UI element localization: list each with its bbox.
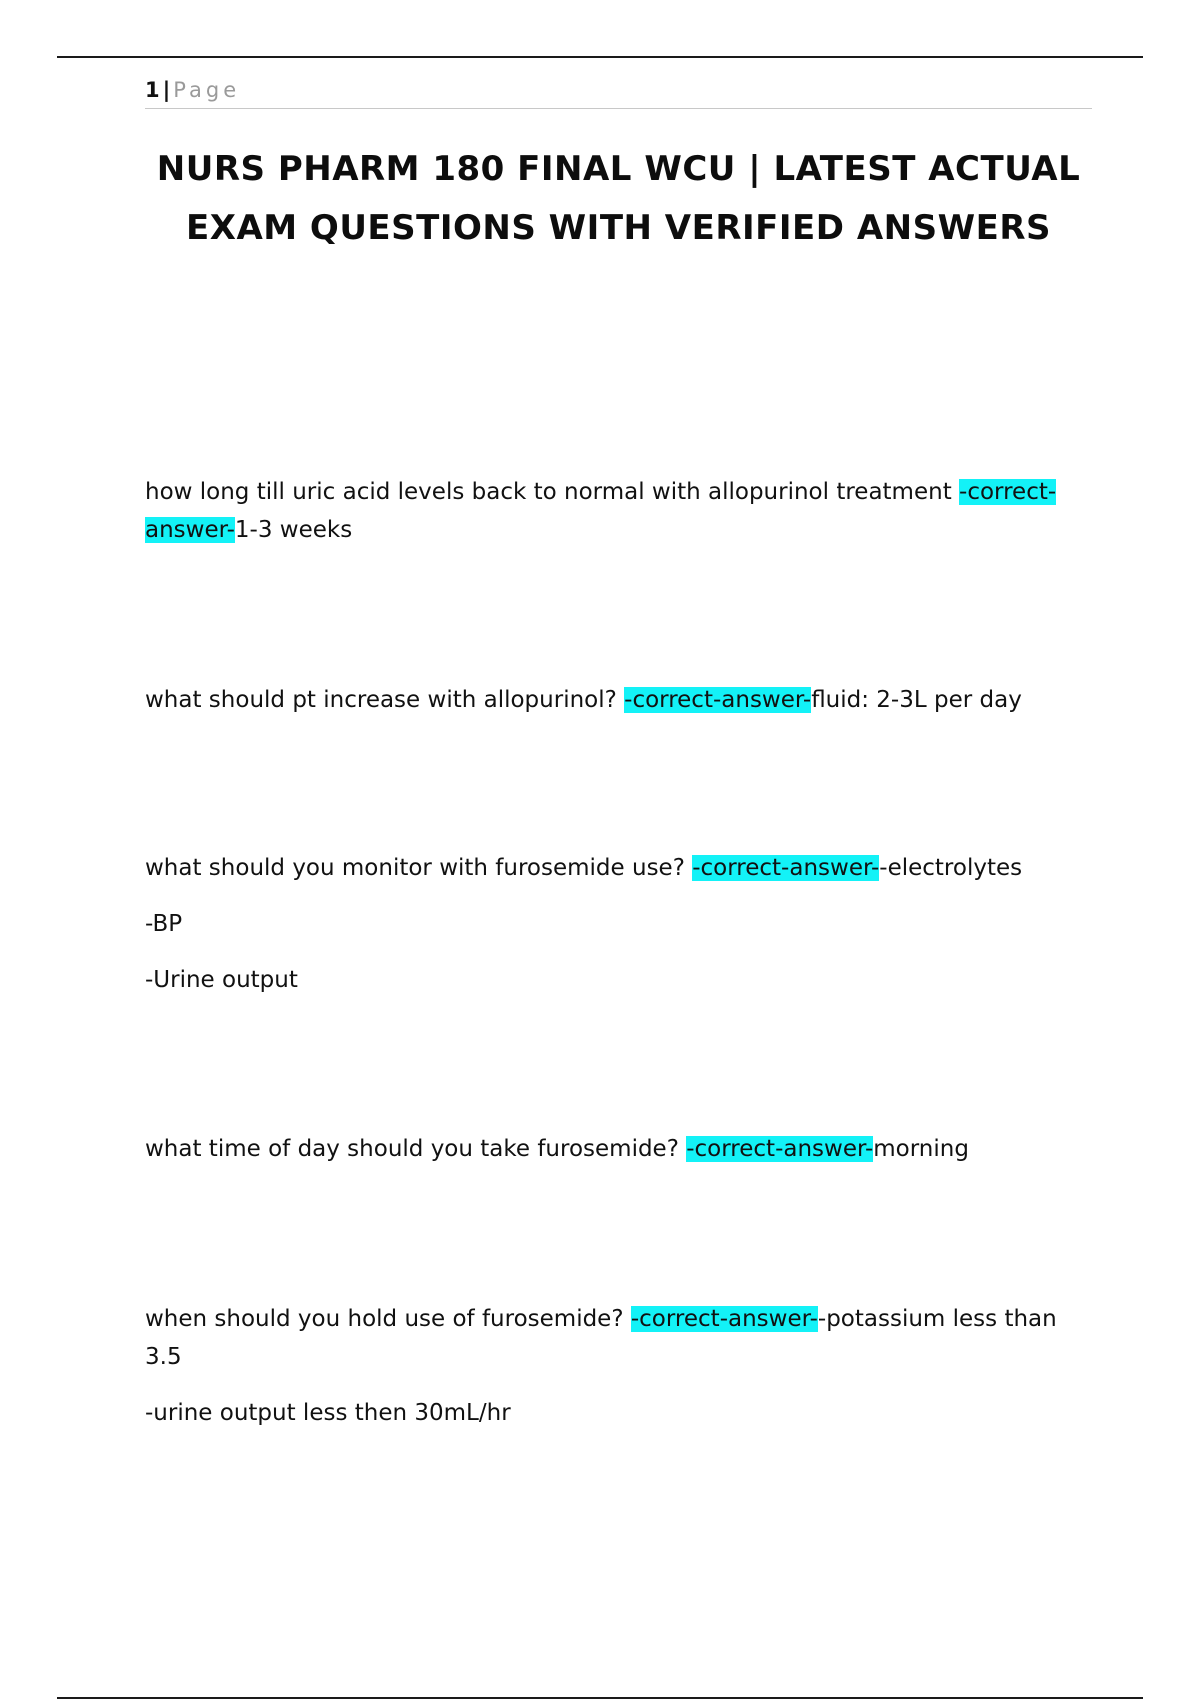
qa-line (145, 849, 1075, 887)
top-rule (57, 56, 1143, 58)
answer-extra-line: -BP (145, 911, 183, 937)
qa-line (145, 1130, 1075, 1168)
qa-item (145, 1300, 1075, 1432)
bottom-rule (57, 1697, 1143, 1699)
answer-extra-line: -urine output less then 30mL/hr (145, 1400, 511, 1426)
answer-text: fluid: 2-3L per day (811, 687, 1022, 713)
answer-text: morning (873, 1136, 969, 1162)
answer-extra-line: -Urine output (145, 967, 298, 993)
page-header (145, 76, 1092, 109)
qa-line (145, 473, 1075, 549)
qa-line (145, 1300, 1075, 1376)
page-number: 1 (145, 78, 160, 102)
correct-answer-marker: -correct-answer- (630, 1306, 818, 1332)
correct-answer-marker: -correct-answer- (145, 479, 1057, 543)
question-text: when should you hold use of furosemide? (145, 1306, 631, 1332)
question-text: how long till uric acid levels back to normal with allopurinol treatment (145, 479, 960, 505)
qa-item (145, 849, 1075, 999)
correct-answer-marker: -correct-answer- (624, 687, 812, 713)
qa-line (145, 681, 1075, 719)
qa-item (145, 473, 1075, 549)
header-separator: | (162, 78, 171, 102)
question-text: what time of day should you take furosemide? (145, 1136, 687, 1162)
question-text: what should pt increase with allopurinol? (145, 687, 625, 713)
qa-item (145, 681, 1075, 719)
answer-text: -potassium less than 3.5 (145, 1306, 1057, 1370)
question-text: what should you monitor with furosemide use? (145, 855, 693, 881)
correct-answer-marker: -correct-answer- (692, 855, 880, 881)
page-label: Page (173, 78, 241, 102)
answer-text: -electrolytes (879, 855, 1023, 881)
answer-text: 1-3 weeks (234, 517, 353, 543)
qa-item (145, 1130, 1075, 1168)
document-title: NURS PHARM 180 FINAL WCU | LATEST ACTUAL EXAM QUESTIONS WITH VERIFIED ANSWERS (156, 149, 1081, 248)
correct-answer-marker: -correct-answer- (686, 1136, 874, 1162)
